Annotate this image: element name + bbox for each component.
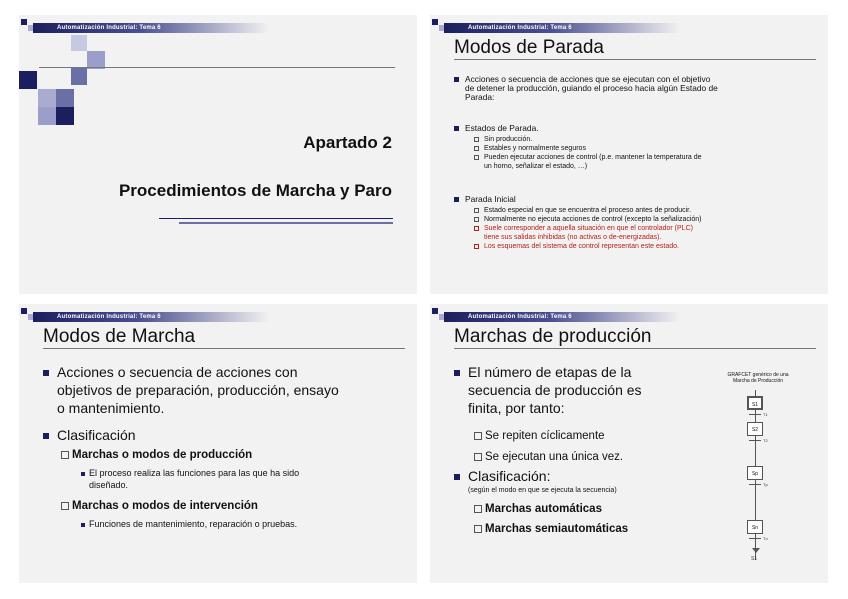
header-square [432, 308, 438, 314]
header-square [21, 308, 27, 314]
title-line [43, 348, 405, 349]
deco-square [19, 71, 37, 89]
header-square [21, 19, 27, 25]
deco-square [71, 35, 87, 51]
etapas-list: Se repiten cíclicamente Se ejecutan una única vez. [474, 426, 623, 468]
arrow-down-icon [752, 548, 760, 553]
deco-square [71, 67, 87, 85]
header-bar [33, 23, 269, 33]
sub-marchas-produccion: Marchas o modos de producción [61, 449, 252, 461]
divider-line [39, 67, 395, 68]
title-line [454, 59, 816, 60]
slide-header [19, 15, 417, 35]
clasificacion-list: Marchas automáticas Marchas semiautomáticas [474, 499, 628, 539]
grafcet-transition [749, 538, 761, 539]
header-bar [444, 312, 680, 322]
slide-title: Marchas de producción [454, 326, 652, 347]
slide-header [19, 304, 417, 324]
grafcet-step-sp: Sp [747, 466, 763, 480]
deco-square [56, 89, 74, 107]
bullet-parada-inicial: Parada Inicial [454, 194, 516, 204]
grafcet-transition [749, 440, 761, 441]
grafcet-caption: GRAFCET genérico de una Marcha de Producción [727, 372, 789, 384]
bullet-clasificacion: Clasificación [43, 427, 136, 443]
grafcet-transition [749, 484, 761, 485]
transition-label: T1 [763, 412, 768, 417]
title-line [454, 348, 816, 349]
slide-header [430, 304, 828, 324]
slide-apartado [19, 15, 417, 294]
bullet-numero-etapas: El número de etapas de la secuencia de producción es finita, por tanto: [454, 363, 642, 417]
header-text: Automatización Industrial: Tema 6 [57, 314, 161, 320]
grafcet-dots [755, 446, 757, 464]
apartado-label: Apartado 2 [303, 133, 392, 152]
deco-square [38, 89, 56, 107]
header-text: Automatización Industrial: Tema 6 [468, 25, 572, 31]
deco-square [38, 107, 56, 125]
slide-title: Modos de Marcha [43, 326, 196, 347]
bullet-clasificacion: Clasificación: [454, 468, 550, 484]
header-square [432, 19, 438, 25]
grafcet-end-label: S1 [751, 556, 758, 562]
parada-inicial-list: Estado especial en que se encuentra el proceso antes de producir. Normalmente no ejecuta acciones de control (excepto la señalización) Suele corresponder a aquella situación en que el controlador (PLC) tiene sus salidas inhibidas (no activas o de-energizadas). Los esquemas del sistema de control representan este estado. [474, 206, 702, 251]
bullet-estados: Estados de Parada. [454, 123, 539, 133]
header-text: Automatización Industrial: Tema 6 [57, 25, 161, 31]
slide-title: Procedimientos de Marcha y Paro [118, 181, 392, 200]
clasificacion-note: (según el modo en que se ejecuta la secuencia) [468, 487, 617, 494]
grafcet-step-sn: Sn [747, 520, 763, 534]
grafcet-step-s1: S1 [747, 396, 763, 410]
slide-title: Modos de Parada [454, 37, 604, 58]
intervencion-detail: Funciones de mantenimiento, reparación o pruebas. [81, 519, 297, 529]
transition-label: Tp [763, 482, 768, 487]
grafcet-step-s2: S2 [747, 422, 763, 436]
grafcet-transition [749, 414, 761, 415]
estados-list: Sin producción. Estables y normalmente seguros Pueden ejecutar acciones de control (p.e. mantener la temperatura de un horno, señalizar el estado, …) [474, 135, 702, 171]
sub-marchas-intervencion: Marchas o modos de intervención [61, 500, 258, 512]
underline [179, 222, 393, 224]
header-bar [444, 23, 680, 33]
deco-square [56, 107, 74, 125]
bullet-acciones: Acciones o secuencia de acciones con objetivos de preparación, producción, ensayo o mantenimiento. [43, 363, 339, 417]
bullet-acciones: Acciones o secuencia de acciones que se ejecutan con el objetivo de detener la producción, guiando el proceso hacia algún Estado de Parada: [454, 75, 718, 102]
transition-label: T2 [763, 438, 768, 443]
slide-marchas-produccion [430, 304, 828, 583]
header-bar [33, 312, 269, 322]
header-text: Automatización Industrial: Tema 6 [468, 314, 572, 320]
underline [159, 218, 393, 219]
slide-header [430, 15, 828, 35]
produccion-detail: El proceso realiza las funciones para las que ha sido diseñado. [81, 467, 299, 491]
slide-modos-parada [430, 15, 828, 294]
slide-modos-marcha [19, 304, 417, 583]
transition-label: Tn [763, 536, 768, 541]
